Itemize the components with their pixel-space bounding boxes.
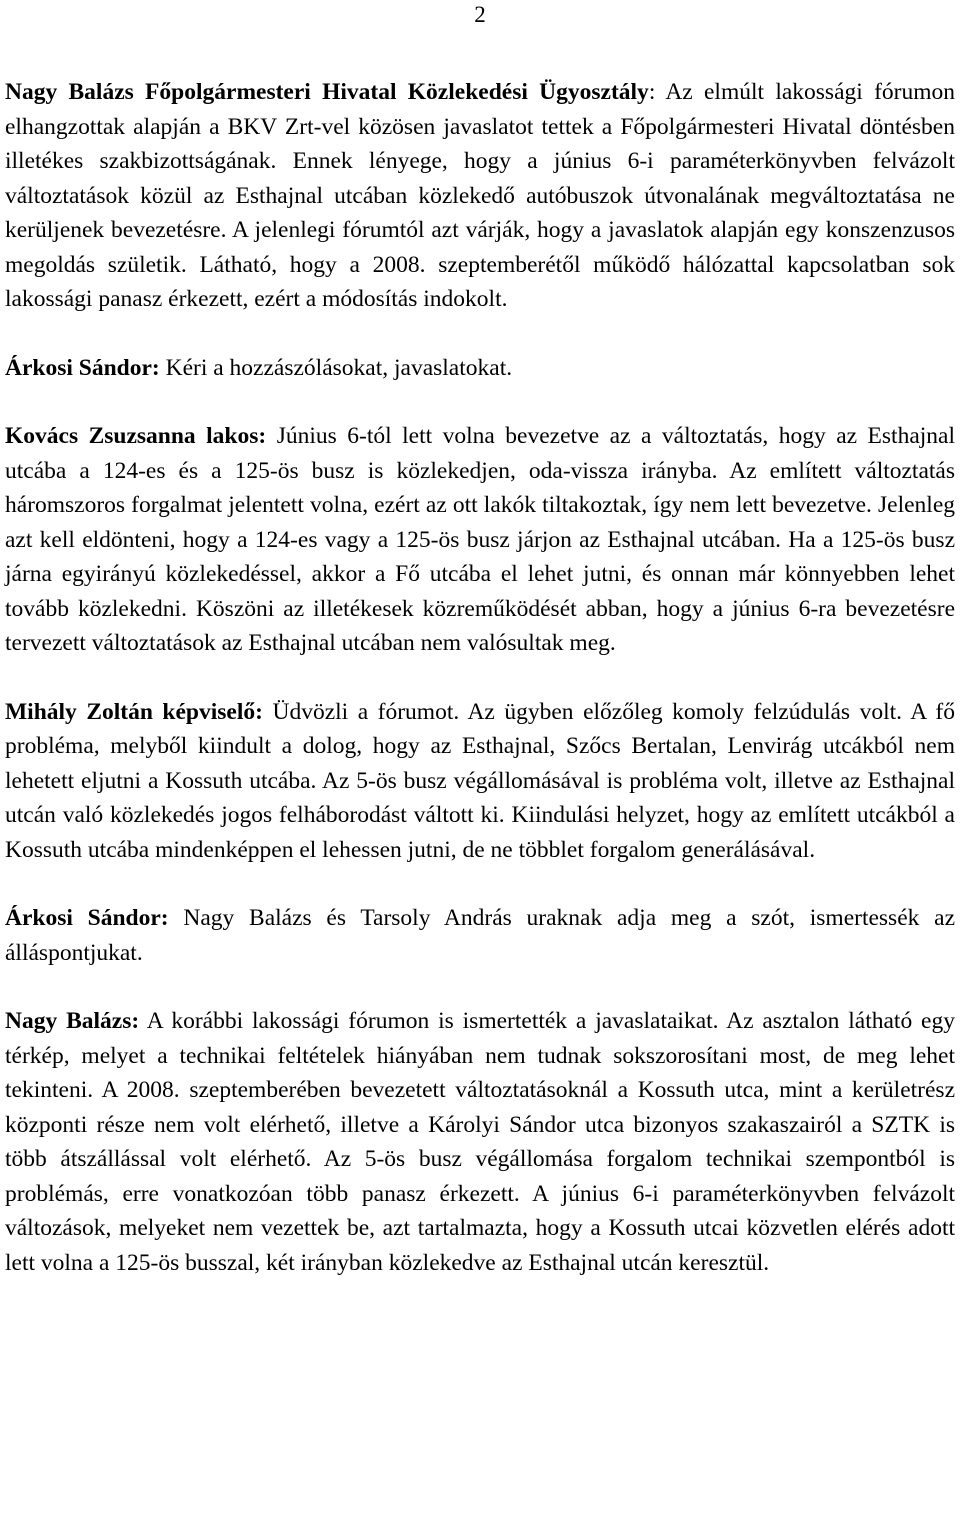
paragraph-text: : Az elmúlt lakossági fórumon elhangzottak alapján a BKV Zrt-vel közösen javaslatot tettek a Főpolgármesteri Hivatal döntésben illetékes szakbizottságának. Ennek lényege, hogy a június 6-i paraméterkönyvben felvázolt változtatások közül az Esthajnal utcában közlekedő autóbuszok útvonalának megváltoztatása ne kerüljenek bevezetésre. A jelenlegi fórumtól azt várják, hogy a javaslatok alapján egy konszenzusos megoldás születik. Látható, hogy a 2008. szeptemberétől működő hálózattal kapcsolatban sok lakossági panasz érkezett, ezért a módosítás indokolt. xyxy=(5,79,955,312)
paragraph-nagy-balazs-2 xyxy=(5,1004,955,1280)
speaker-name: Mihály Zoltán képviselő: xyxy=(5,698,263,725)
speaker-name: Nagy Balázs: xyxy=(5,1008,140,1034)
document-body xyxy=(5,75,955,1280)
paragraph-arkosi-sandor-2 xyxy=(5,901,955,970)
speaker-name: Árkosi Sándor: xyxy=(5,905,169,931)
paragraph-kovacs-zsuzsanna xyxy=(5,419,955,661)
speaker-name: Nagy Balázs Főpolgármesteri Hivatal Közlekedési Ügyosztály xyxy=(5,79,649,105)
paragraph-text: Kéri a hozzászólásokat, javaslatokat. xyxy=(159,354,513,381)
page-number: 2 xyxy=(474,2,486,27)
paragraph-text: Június 6-tól lett volna bevezetve az a változtatás, hogy az Esthajnal utcába a 124-es és a 125-ös busz is közlekedjen, oda-vissza irányba. Az említett változtatás háromszoros forgalmat jelentett volna, ezért az ott lakók tiltakoztak, így nem lett bevezetve. Jelenleg azt kell eldönteni, hogy a 124-es vagy a 125-ös busz járjon az Esthajnal utcában. Ha a 125-ös busz járna egyirányú közlekedéssel, akkor a Fő utcába el lehet jutni, és onnan már könnyebben lehet tovább közlekedni. Köszöni az illetékesek közreműködését abban, hogy a június 6-ra bevezetésre tervezett változtatások az Esthajnal utcában nem valósultak meg. xyxy=(5,423,956,656)
paragraph-text: Nagy Balázs és Tarsoly András uraknak adja meg a szót, ismertessék az álláspontjukat. xyxy=(5,905,955,966)
paragraph-text: A korábbi lakossági fórumon is ismertették a javaslataikat. Az asztalon látható egy térkép, melyet a technikai feltételek hiányában nem tudnak sokszorosítani most, de meg lehet tekinteni. A 2008. szeptemberében bevezetett változtatásoknál a Kossuth utca, mint a kerületrész központi része nem volt elérhető, illetve a Károlyi Sándor utca bizonyos szakaszairól a SZTK is több átszállással volt elérhető. Az 5-ös busz végállomása forgalom technikai szempontból is problémás, erre vonatkozóan több panasz érkezett. A június 6-i paraméterkönyvben felvázolt változások, melyeket nem vezettek be, azt tartalmazta, hogy a Kossuth utcai közvetlen elérés adott lett volna a 125-ös busszal, két irányban közlekedve az Esthajnal utcán keresztül. xyxy=(5,1008,955,1276)
paragraph-arkosi-sandor-1 xyxy=(5,351,955,386)
paragraph-mihaly-zoltan xyxy=(5,695,955,868)
speaker-name: Árkosi Sándor: xyxy=(5,354,160,381)
paragraph-nagy-balazs-intro xyxy=(5,75,955,317)
speaker-name: Kovács Zsuzsanna lakos: xyxy=(5,423,267,449)
paragraph-text: Üdvözli a fórumot. Az ügyben előzőleg komoly felzúdulás volt. A fő probléma, melyből kiindult a dolog, hogy az Esthajnal, Szőcs Bertalan, Lenvirág utcákból nem lehetett eljutni a Kossuth utcába. Az 5-ös busz végállomásával is probléma volt, illetve az Esthajnal utcán való közlekedés jogos felháborodást váltott ki. Kiindulási helyzet, hogy az említett utcákból a Kossuth utcába mindenképpen el lehessen jutni, de ne többlet forgalom generálásával. xyxy=(5,698,956,863)
